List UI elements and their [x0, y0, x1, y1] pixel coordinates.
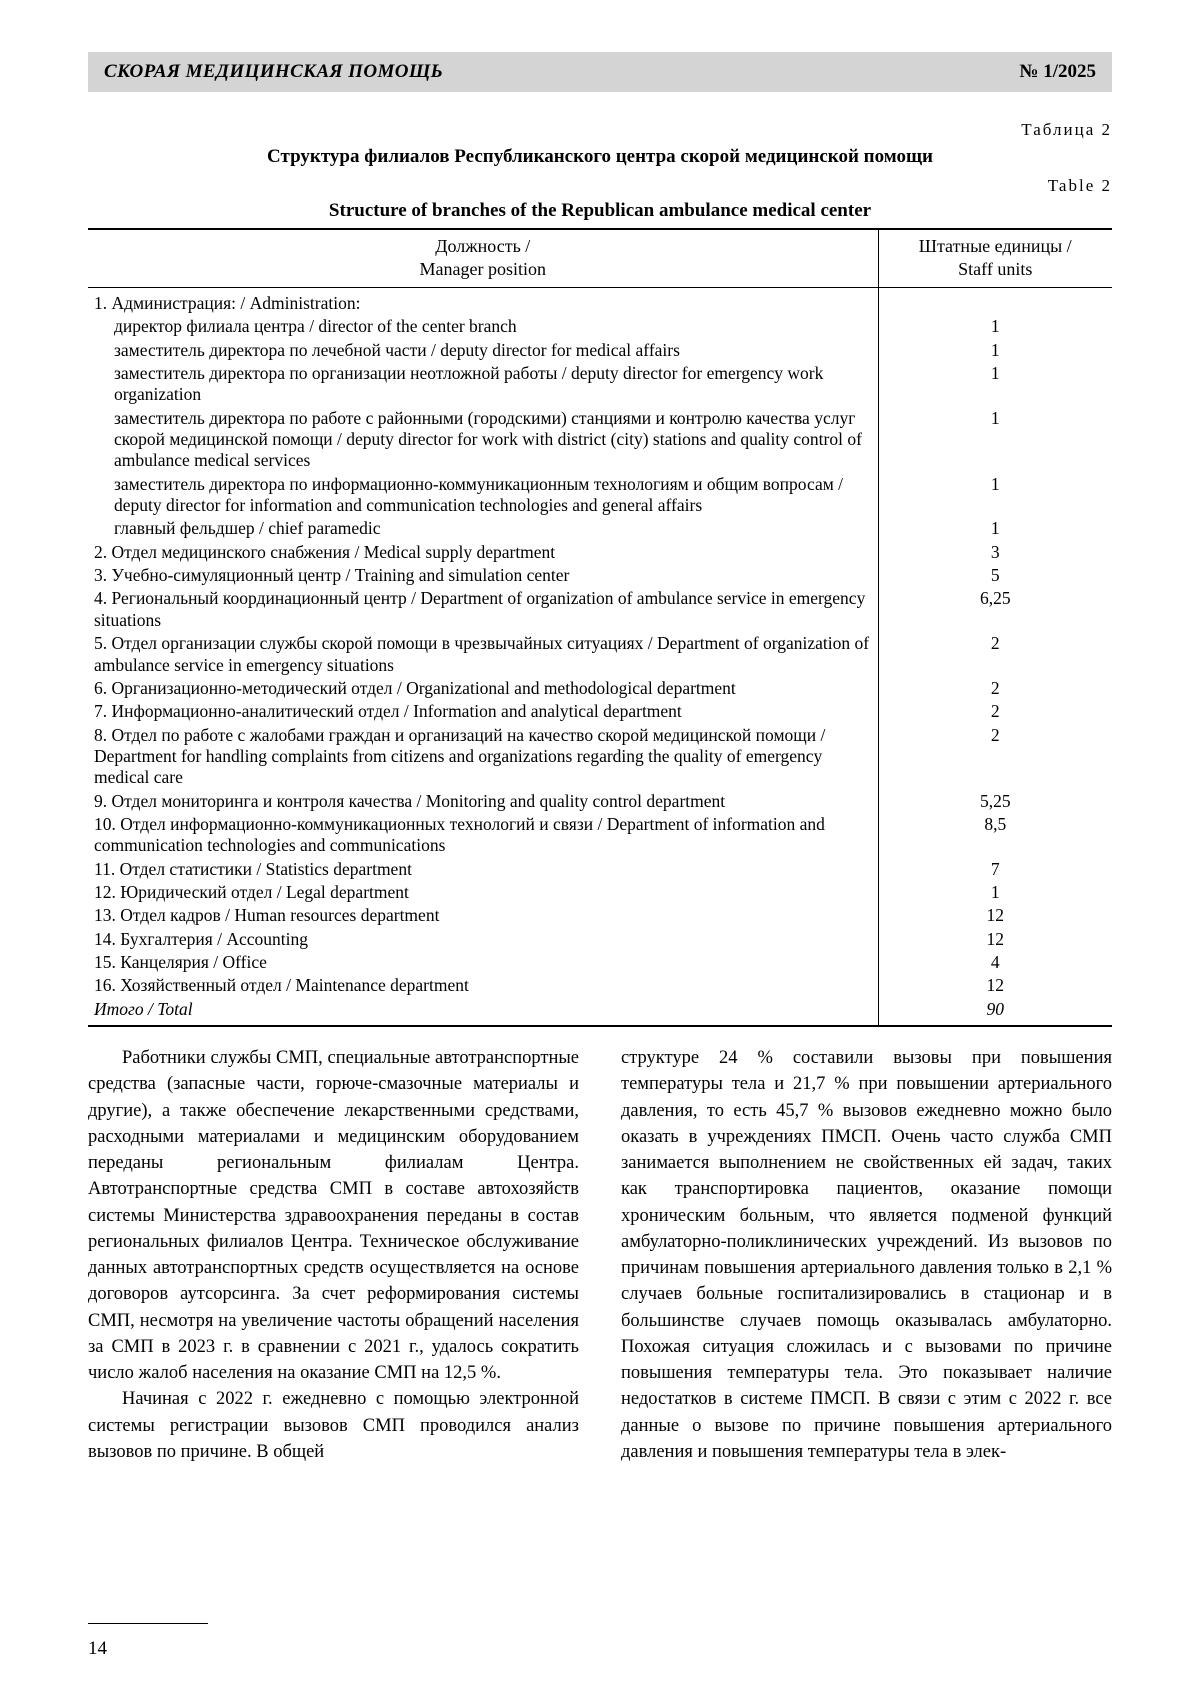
header-staff-units — [878, 229, 1112, 288]
table-header — [88, 229, 1112, 288]
row-value: 90 — [986, 998, 1004, 1019]
table-row — [88, 587, 1112, 632]
row-value: 1 — [990, 473, 1000, 494]
row-label: 7. Информационно-аналитический отдел / Information and analytical department — [88, 700, 878, 723]
row-label: заместитель директора по организации неотложной работы / deputy director for emergency work organization — [88, 362, 878, 407]
row-label: 16. Хозяйственный отдел / Maintenance department — [88, 974, 878, 997]
paragraph: структуре 24 % составили вызовы при повышения температуры тела и 21,7 % при повышении артериального давления, то есть 45,7 % вызовов ежедневно можно было оказать в учреждениях ПМСП. Очень часто служба СМП занимается выполнением не свойственных ей задач, таких как транспортировка пациентов, оказание помощи хроническим больным, что является подменой функций амбулаторно-поликлинических учреждений. Из вызовов по причинам повышения артериального давления только в 2,1 % случаев больные госпитализировались в стационар и в большинстве случаев помощь оказывалась амбулаторно. Похожая ситуация сложилась и с вызовами по причине повышения температуры тела. Это показывает наличие недостатков в системе ПМСП. В связи с этим с 2022 г. все данные о вызове по причине повышения артериального давления и повышения температуры тела в элек- — [621, 1048, 1112, 1462]
row-value: 3 — [990, 541, 1000, 562]
row-label: 15. Канцелярия / Office — [88, 951, 878, 974]
row-value: 7 — [990, 858, 1000, 879]
row-label: 12. Юридический отдел / Legal department — [88, 881, 878, 904]
table-row — [88, 700, 1112, 723]
row-value: 1 — [990, 339, 1000, 360]
row-label: 13. Отдел кадров / Human resources department — [88, 904, 878, 927]
table-row — [88, 517, 1112, 540]
row-value: 1 — [990, 881, 1000, 902]
paragraph: Работники службы СМП, специальные автотранспортные средства (запасные части, горюче-смазочные материалы и другие), а также обеспечение лекарственными средствами, расходными материалами и медицинским оборудованием переданы региональным филиалам Центра. Автотранспортные средства СМП в составе автохозяйств системы Министерства здравоохранения переданы в состав региональных филиалов Центра. Техническое обслуживание данных автотранспортных средств осуществляется на основе договоров аутсорсинга. За счет реформирования системы СМП, несмотря на увеличение частоты обращений населения за СМП в 2023 г. в сравнении с 2021 г., удалось сократить число жалоб населения на оказание СМП на 12,5 %. — [88, 1048, 579, 1384]
row-value: 8,5 — [984, 813, 1007, 834]
row-label: заместитель директора по работе с районными (городскими) станциями и контролю качества услуг скорой медицинской помощи / deputy director for work with district (city) stations and quality control of ambulance medical services — [88, 407, 878, 473]
table-row — [88, 790, 1112, 813]
table-title-ru: Структура филиалов Республиканского центра скорой медицинской помощи — [267, 146, 933, 167]
running-head — [88, 52, 1112, 92]
issue-number: № 1/2025 — [1019, 61, 1096, 82]
body-column-left — [88, 1045, 579, 1465]
row-value: 1 — [990, 316, 1000, 337]
row-value: 1 — [990, 363, 1000, 384]
page-number: 14 — [88, 1638, 107, 1659]
row-value: 1 — [990, 518, 1000, 539]
row-value: 12 — [986, 928, 1004, 949]
table-row — [88, 288, 1112, 316]
row-label: 1. Администрация: / Administration: — [88, 288, 878, 316]
row-label: 3. Учебно-симуляционный центр / Training and simulation center — [88, 564, 878, 587]
header-position-ru: Должность / — [435, 236, 531, 256]
table-row — [88, 407, 1112, 473]
table-row — [88, 632, 1112, 677]
row-value — [878, 288, 1112, 316]
row-label: Итого / Total — [88, 998, 878, 1025]
row-label: заместитель директора по информационно-коммуникационным технологиям и общим вопросам / deputy director for information and communication technologies and general affairs — [88, 473, 878, 518]
table-caption-block — [88, 120, 1112, 228]
row-label: 6. Организационно-методический отдел / Organizational and methodological department — [88, 677, 878, 700]
table-row — [88, 541, 1112, 564]
table-row — [88, 998, 1112, 1025]
header-position-en: Manager position — [419, 258, 546, 279]
row-value: 2 — [990, 724, 1000, 745]
row-label: 2. Отдел медицинского снабжения / Medical supply department — [88, 541, 878, 564]
table-row — [88, 951, 1112, 974]
header-staff-units-ru: Штатные единицы / — [918, 236, 1072, 256]
header-staff-units-en: Staff units — [958, 258, 1033, 279]
row-label: 11. Отдел статистики / Statistics department — [88, 858, 878, 881]
row-value: 2 — [990, 633, 1000, 654]
header-position — [88, 229, 878, 288]
table-row — [88, 904, 1112, 927]
table-header-row — [88, 229, 1112, 288]
table-row — [88, 315, 1112, 338]
row-value: 2 — [990, 701, 1000, 722]
row-value: 12 — [986, 975, 1004, 996]
table-row — [88, 974, 1112, 997]
journal-title: СКОРАЯ МЕДИЦИНСКАЯ ПОМОЩЬ — [104, 61, 444, 82]
table-row — [88, 339, 1112, 362]
table-row — [88, 677, 1112, 700]
row-label: 10. Отдел информационно-коммуникационных технологий и связи / Department of information and communication technologies and communications — [88, 813, 878, 858]
row-value: 6,25 — [979, 588, 1011, 609]
row-label: заместитель директора по лечебной части / deputy director for medical affairs — [88, 339, 878, 362]
table-row — [88, 724, 1112, 790]
table-row — [88, 362, 1112, 407]
row-label: 14. Бухгалтерия / Accounting — [88, 928, 878, 951]
row-value: 12 — [986, 905, 1004, 926]
structure-table — [88, 228, 1112, 1025]
row-label: 9. Отдел мониторинга и контроля качества / Monitoring and quality control department — [88, 790, 878, 813]
table-bottom-rule — [88, 1025, 1112, 1027]
table-number-ru: Таблица 2 — [1021, 120, 1112, 139]
table-number-en: Table 2 — [1047, 176, 1112, 195]
table-row — [88, 564, 1112, 587]
row-value: 2 — [990, 677, 1000, 698]
row-value: 1 — [990, 407, 1000, 428]
table-body — [88, 288, 1112, 1026]
paragraph: Начиная с 2022 г. ежедневно с помощью электронной системы регистрации вызовов СМП проводился анализ вызовов по причине. В общей — [88, 1389, 579, 1462]
table-row — [88, 473, 1112, 518]
row-label: 8. Отдел по работе с жалобами граждан и организаций на качество скорой медицинской помощи / Department for handling complaints from citizens and organizations regarding the quality of emergency medical care — [88, 724, 878, 790]
row-value: 5,25 — [979, 790, 1011, 811]
body-columns — [88, 1045, 1112, 1465]
row-value: 4 — [990, 951, 1000, 972]
table-row — [88, 858, 1112, 881]
body-column-right — [621, 1045, 1112, 1465]
row-label: главный фельдшер / chief paramedic — [88, 517, 878, 540]
footer-rule — [88, 1623, 208, 1624]
table-row — [88, 881, 1112, 904]
table-title-en: Structure of branches of the Republican ambulance medical center — [328, 200, 872, 221]
table-row — [88, 928, 1112, 951]
table-row — [88, 813, 1112, 858]
row-label: 4. Региональный координационный центр / Department of organization of ambulance service in emergency situations — [88, 587, 878, 632]
row-value: 5 — [990, 565, 1000, 586]
row-label: 5. Отдел организации службы скорой помощи в чрезвычайных ситуациях / Department of organization of ambulance service in emergency situations — [88, 632, 878, 677]
row-label: директор филиала центра / director of the center branch — [88, 315, 878, 338]
